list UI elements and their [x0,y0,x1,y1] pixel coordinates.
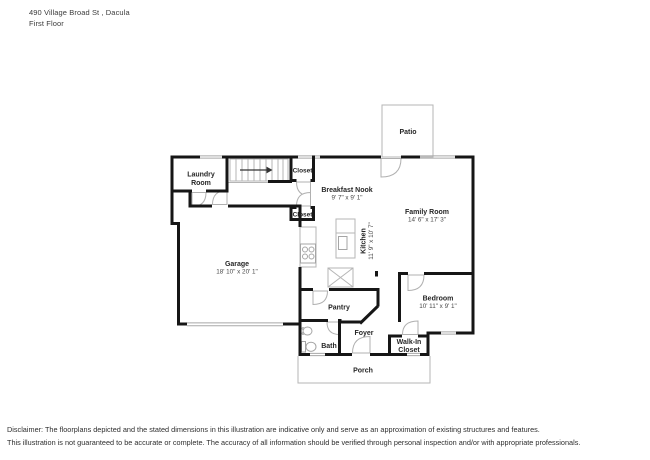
garage-door-line [187,323,283,326]
plan-floor-label: First Floor [29,18,64,28]
kitchen-label-group [361,222,376,260]
patio-door-swing [381,159,401,178]
room-label-walkin-line1: Walk-In [396,339,422,346]
room-label-pantry: Pantry [328,304,350,312]
bedroom-door-swing [408,275,424,291]
bath-fixtures [302,327,317,352]
room-label-breakfast-nook: Breakfast Nook [321,187,373,194]
stove [301,244,316,263]
toilet-tank [302,342,306,353]
room-label-bedroom: Bedroom [422,295,454,303]
room-label-kitchen: Kitchen [360,228,368,254]
closet-mid-door-swing [297,193,311,207]
front-door-swing [353,337,371,354]
room-label-laundry-line2: Room [191,180,211,187]
room-label-walkin-line2: Closet [398,347,420,354]
walkin-closet-door-swing [403,321,419,335]
disclaimer-line2: This illustration is not guaranteed to be accurate or complete. The accuracy of all information should be verified through personal inspection and/or with appropriate professionals. [7,437,581,447]
garage-entry-door-swing [213,191,228,205]
toilet-bowl [306,342,316,351]
room-label-porch: Porch [353,367,373,375]
room-label-family-room: Family Room [405,209,449,216]
kitchen-fixtures [300,219,355,287]
room-label-foyer: Foyer [354,330,374,337]
staircase [227,159,288,183]
room-label-laundry-line1: Laundry [187,171,215,179]
bath-door-swing [327,322,340,335]
disclaimer-line1: Disclaimer: The floorplans depicted and the stated dimensions in this illustration are indicative only and serve as an approximation of existing structures and features. [7,425,540,434]
room-dims-breakfast-nook: 9' 7" x 9' 1" [331,194,363,202]
pantry-door-swing [313,291,328,305]
laundry-door-swing [192,193,206,207]
plan-address: 490 Village Broad St , Dacula [29,8,130,17]
room-dims-garage: 18' 10" x 20' 1" [216,268,258,276]
room-label-garage: Garage [224,261,250,268]
disclaimer [7,424,580,449]
room-label-closet-mid: Closet [292,211,313,219]
room-label-bath: Bath [321,343,337,350]
room-label-closet-top: Closet [292,167,313,175]
room-dims-kitchen: 11' 9" x 10' 7" [368,222,375,260]
room-dims-family-room: 14' 6" x 17' 3" [407,216,447,224]
room-label-patio: Patio [399,129,417,136]
room-dims-bedroom: 10' 11" x 9' 1" [419,303,457,310]
